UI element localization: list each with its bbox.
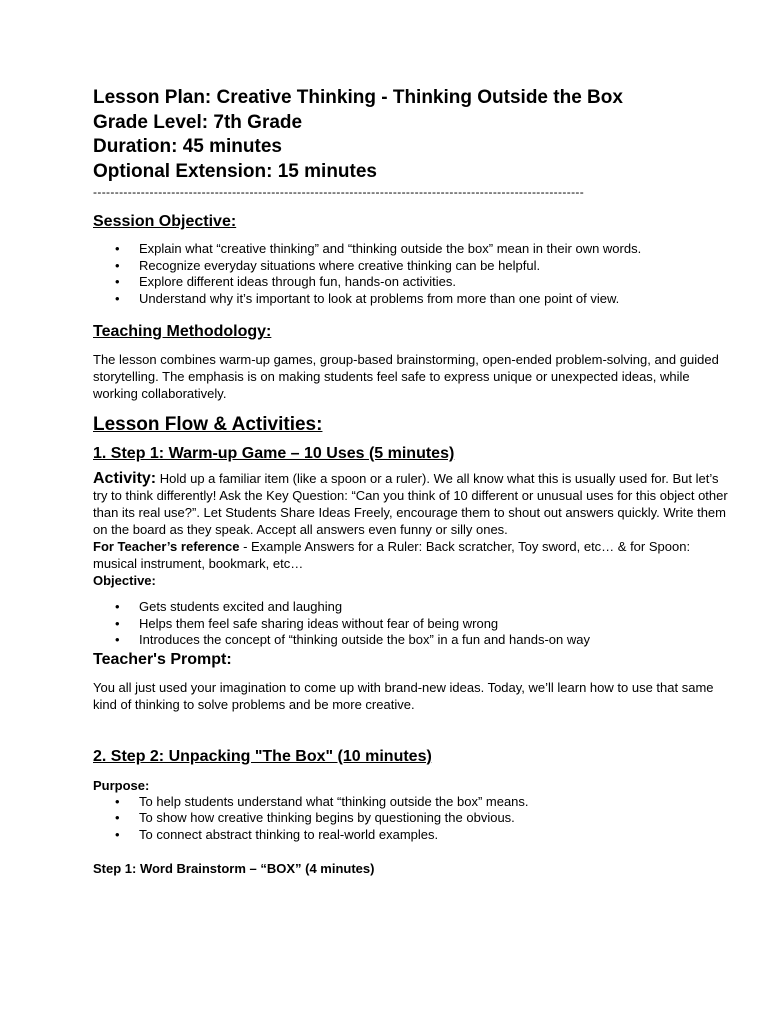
title-block: [93, 86, 728, 184]
step1-heading: 1. Step 1: Warm-up Game – 10 Uses (5 minutes): [93, 445, 455, 462]
teacher-reference: [93, 538, 728, 572]
list-item: • To show how creative thinking begins by questioning the obvious.: [93, 810, 728, 827]
teacher-prompt-heading: Teacher's Prompt:: [93, 650, 232, 668]
step1-objective-list: [93, 599, 728, 649]
list-item: • To help students understand what “thinking outside the box” means.: [93, 794, 728, 811]
duration: Duration: 45 minutes: [93, 136, 282, 157]
step1-objective-label: Objective:: [93, 573, 156, 588]
step2-purpose-label: Purpose:: [93, 777, 150, 793]
teacher-prompt-text: You all just used your imagination to come up with brand-new ideas. Today, we’ll learn how to use that same kind of thinking to solve problems and be more creative.: [93, 679, 714, 712]
list-item: • Recognize everyday situations where creative thinking can be helpful.: [93, 258, 728, 275]
activity-label: Activity:: [93, 470, 157, 487]
teaching-methodology-text: The lesson combines warm-up games, group-based brainstorming, open-ended problem-solving, and guided storytelling. The emphasis is on making students feel safe to express unique or unexpected ideas, while working collaboratively.: [93, 352, 719, 401]
session-objective-heading: Session Objective:: [93, 213, 237, 230]
step2-purpose-list: [93, 794, 728, 844]
teacher-reference-label: For Teacher’s reference: [93, 539, 240, 554]
session-objective-list: [93, 241, 728, 307]
step2-heading: 2. Step 2: Unpacking "The Box" (10 minutes): [93, 747, 432, 765]
dashed-divider: -----------------------------------------------------------------------------------------------------------------: [93, 185, 585, 199]
step1-activity: [93, 470, 728, 538]
grade-level: Grade Level: 7th Grade: [93, 111, 303, 133]
lesson-title: Lesson Plan: Creative Thinking - Thinking Outside the Box: [93, 87, 623, 108]
teacher-reference-text: - Example Answers for a Ruler: Back scratcher, Toy sword, etc… & for Spoon: musical instrument, bookmark, etc…: [93, 539, 691, 571]
teaching-methodology-heading: Teaching Methodology:: [93, 323, 272, 340]
lesson-flow-heading: Lesson Flow & Activities:: [93, 414, 323, 435]
list-item: • Explain what “creative thinking” and “thinking outside the box” mean in their own words.: [93, 241, 728, 258]
list-item: • Introduces the concept of “thinking outside the box” in a fun and hands-on way: [93, 632, 728, 649]
activity-text: Hold up a familiar item (like a spoon or a ruler). We all know what this is usually used for. But let’s try to think differently! Ask the Key Question: “Can you think of 10 different or unusual uses for this object other than its real use?”. Let Students Share Ideas Freely, encourage them to shout out answers quickly. Write them on the board as they speak. Accept all answers even funny or silly ones.: [93, 471, 728, 537]
word-brainstorm-heading: Step 1: Word Brainstorm – “BOX” (4 minutes): [93, 861, 375, 876]
list-item: • Helps them feel safe sharing ideas without fear of being wrong: [93, 616, 728, 633]
optional-extension: Optional Extension: 15 minutes: [93, 160, 377, 182]
list-item: • Gets students excited and laughing: [93, 599, 728, 616]
list-item: • To connect abstract thinking to real-world examples.: [93, 827, 728, 844]
list-item: • Explore different ideas through fun, hands-on activities.: [93, 274, 728, 291]
lesson-plan-document: [93, 86, 728, 877]
list-item: • Understand why it’s important to look at problems from more than one point of view.: [93, 291, 728, 308]
